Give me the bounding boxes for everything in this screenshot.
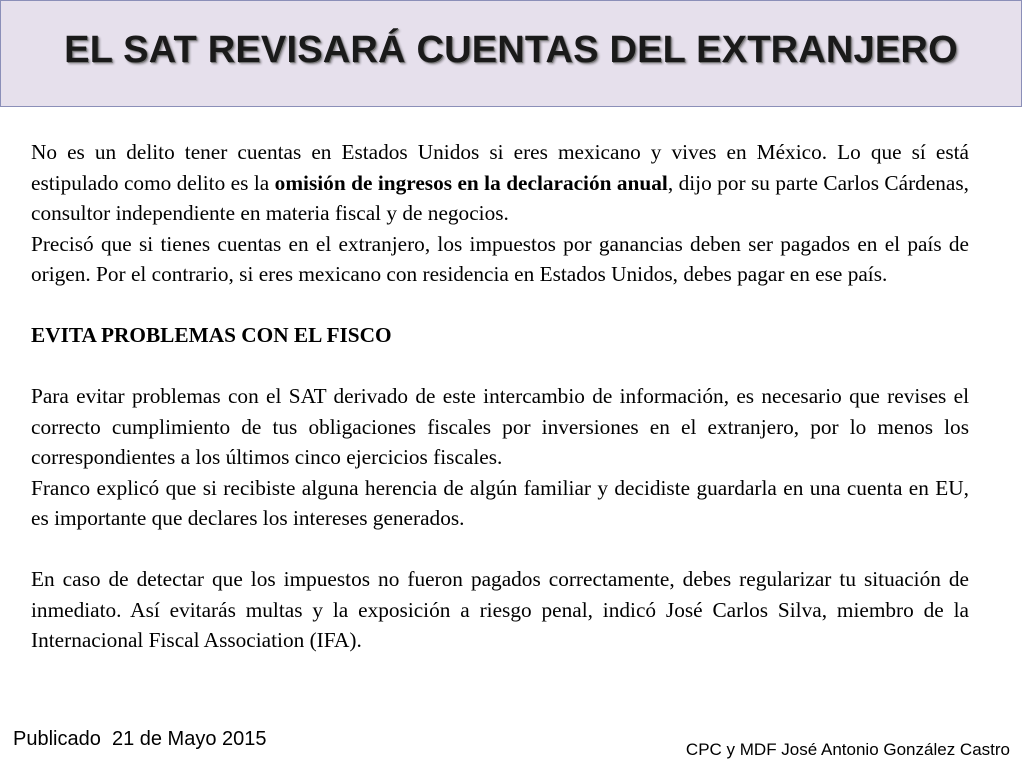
paragraph-4: Franco explicó que si recibiste alguna herencia de algún familiar y decidiste guardarla en una cuenta en EU, es importante que declares los intereses generados. [31, 475, 969, 530]
paragraph-1 [31, 137, 969, 229]
spacer [31, 534, 969, 565]
paragraph-5: En caso de detectar que los impuestos no fueron pagados correctamente, debes regularizar tu situación de inmediato. Así evitarás multas y la exposición a riesgo penal, indicó José Carlos Silva, miembro de la Internacional Fiscal Association (IFA). [31, 567, 969, 652]
paragraph-1-emphasis: omisión de ingresos en la declaración anual [274, 170, 668, 195]
paragraph-1-end: , dijo por su parte Carlos Cárdenas, consultor independiente en materia fiscal y de negocios. [31, 170, 969, 225]
published-date: Publicado 21 de Mayo 2015 [13, 728, 267, 750]
author-credit: CPC y MDF José Antonio González Castro [685, 740, 1010, 759]
paragraph-2: Precisó que si tienes cuentas en el extranjero, los impuestos por ganancias deben ser pagados en el país de origen. Por el contrario, si eres mexicano con residencia en Estados Unidos, debes pagar en ese país. [31, 231, 969, 286]
paragraph-1-start: No es un delito tener cuentas en Estados Unidos si eres mexicano y vives en México. Lo que sí está estipulado como delito es la [31, 140, 969, 195]
paragraph-3: Para evitar problemas con el SAT derivado de este intercambio de información, es necesario que revises el correcto cumplimiento de tus obligaciones fiscales por inversiones en el extranjero, por lo menos los correspondientes a los últimos cinco ejercicios fiscales. [31, 384, 969, 469]
article-body [31, 137, 969, 656]
title-banner [0, 0, 1022, 107]
spacer [31, 290, 969, 321]
slide-title: EL SAT REVISARÁ CUENTAS DEL EXTRANJERO [64, 29, 958, 71]
spacer [31, 351, 969, 382]
section-heading: EVITA PROBLEMAS CON EL FISCO [31, 323, 392, 347]
